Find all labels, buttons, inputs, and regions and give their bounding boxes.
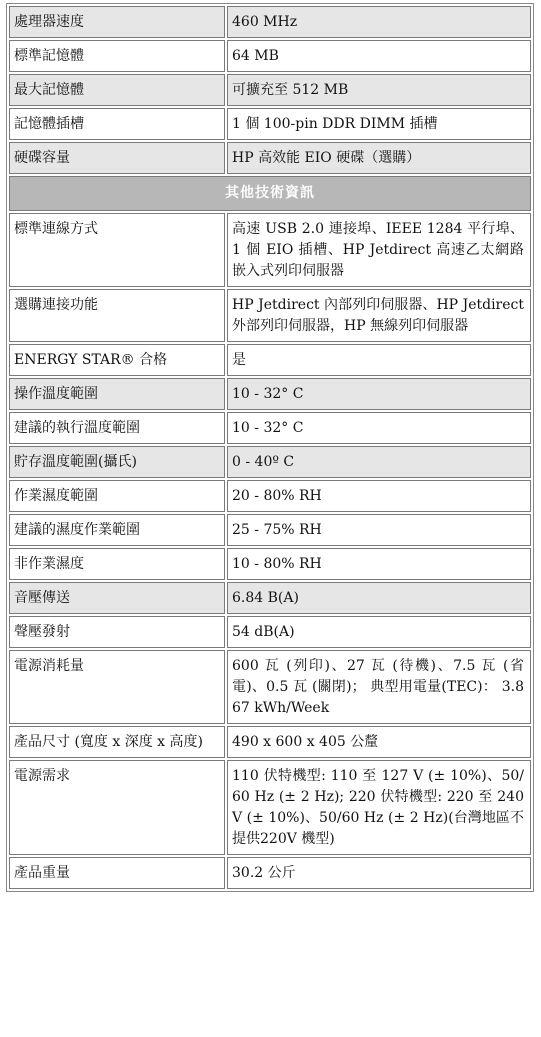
spec-row: [9, 582, 531, 614]
spec-label: 作業濕度範圍: [9, 480, 225, 512]
spec-row: [9, 40, 531, 72]
spec-row: [9, 344, 531, 376]
spec-label: ENERGY STAR® 合格: [9, 344, 225, 376]
spec-label: 貯存溫度範圍(攝氏): [9, 446, 225, 478]
spec-table: [6, 3, 534, 892]
spec-value: 是: [227, 344, 531, 376]
spec-value: 10 - 32° C: [227, 378, 531, 410]
spec-row: [9, 857, 531, 889]
spec-value: 30.2 公斤: [227, 857, 531, 889]
spec-label: 產品尺寸 (寬度 x 深度 x 高度): [9, 726, 225, 758]
spec-label: 記憶體插槽: [9, 108, 225, 140]
spec-value: 10 - 32° C: [227, 412, 531, 444]
spec-value: 1 個 100-pin DDR DIMM 插槽: [227, 108, 531, 140]
spec-value: 600 瓦 (列印)、27 瓦 (待機)、7.5 瓦 (省電)、0.5 瓦 (關閉)； 典型用電量(TEC)： 3.867 kWh/Week: [227, 650, 531, 724]
spec-value: 110 伏特機型: 110 至 127 V (± 10%)、50/60 Hz (± 2 Hz); 220 伏特機型: 220 至 240 V (± 10%)、50/60 Hz (± 2 Hz)(台灣地區不提供220V 機型): [227, 760, 531, 855]
spec-value: 0 - 40º C: [227, 446, 531, 478]
spec-row: [9, 108, 531, 140]
spec-label: 處理器速度: [9, 6, 225, 38]
spec-row: [9, 616, 531, 648]
spec-value: 10 - 80% RH: [227, 548, 531, 580]
spec-row: [9, 6, 531, 38]
spec-row: [9, 412, 531, 444]
spec-label: 產品重量: [9, 857, 225, 889]
section-title: 其他技術資訊: [9, 176, 531, 211]
spec-row: [9, 760, 531, 855]
spec-row: [9, 514, 531, 546]
spec-value: 490 x 600 x 405 公釐: [227, 726, 531, 758]
spec-label: 標準連線方式: [9, 213, 225, 287]
spec-row: [9, 548, 531, 580]
spec-row: [9, 142, 531, 174]
spec-label: 聲壓發射: [9, 616, 225, 648]
section-header-row: [9, 176, 531, 211]
spec-row: [9, 650, 531, 724]
spec-label: 非作業濕度: [9, 548, 225, 580]
spec-row: [9, 480, 531, 512]
spec-row: [9, 213, 531, 287]
spec-label: 電源消耗量: [9, 650, 225, 724]
spec-value: 可擴充至 512 MB: [227, 74, 531, 106]
spec-value: HP Jetdirect 內部列印伺服器、HP Jetdirect 外部列印伺服器，HP 無線列印伺服器: [227, 289, 531, 342]
spec-row: [9, 378, 531, 410]
spec-label: 音壓傳送: [9, 582, 225, 614]
spec-label: 建議的濕度作業範圍: [9, 514, 225, 546]
spec-label: 電源需求: [9, 760, 225, 855]
spec-value: 6.84 B(A): [227, 582, 531, 614]
spec-value: HP 高效能 EIO 硬碟（選購）: [227, 142, 531, 174]
spec-value: 460 MHz: [227, 6, 531, 38]
spec-table-section: [9, 176, 531, 211]
spec-table-top: [9, 6, 531, 174]
spec-label: 建議的執行溫度範圍: [9, 412, 225, 444]
spec-label: 標準記憶體: [9, 40, 225, 72]
spec-row: [9, 726, 531, 758]
spec-label: 硬碟容量: [9, 142, 225, 174]
spec-value: 64 MB: [227, 40, 531, 72]
spec-row: [9, 289, 531, 342]
spec-label: 最大記憶體: [9, 74, 225, 106]
spec-label: 選購連接功能: [9, 289, 225, 342]
spec-row: [9, 446, 531, 478]
spec-value: 20 - 80% RH: [227, 480, 531, 512]
spec-table-bottom: [9, 213, 531, 889]
spec-row: [9, 74, 531, 106]
spec-value: 高速 USB 2.0 連接埠、IEEE 1284 平行埠、1 個 EIO 插槽、HP Jetdirect 高速乙太網路嵌入式列印伺服器: [227, 213, 531, 287]
spec-label: 操作溫度範圍: [9, 378, 225, 410]
spec-value: 25 - 75% RH: [227, 514, 531, 546]
spec-value: 54 dB(A): [227, 616, 531, 648]
